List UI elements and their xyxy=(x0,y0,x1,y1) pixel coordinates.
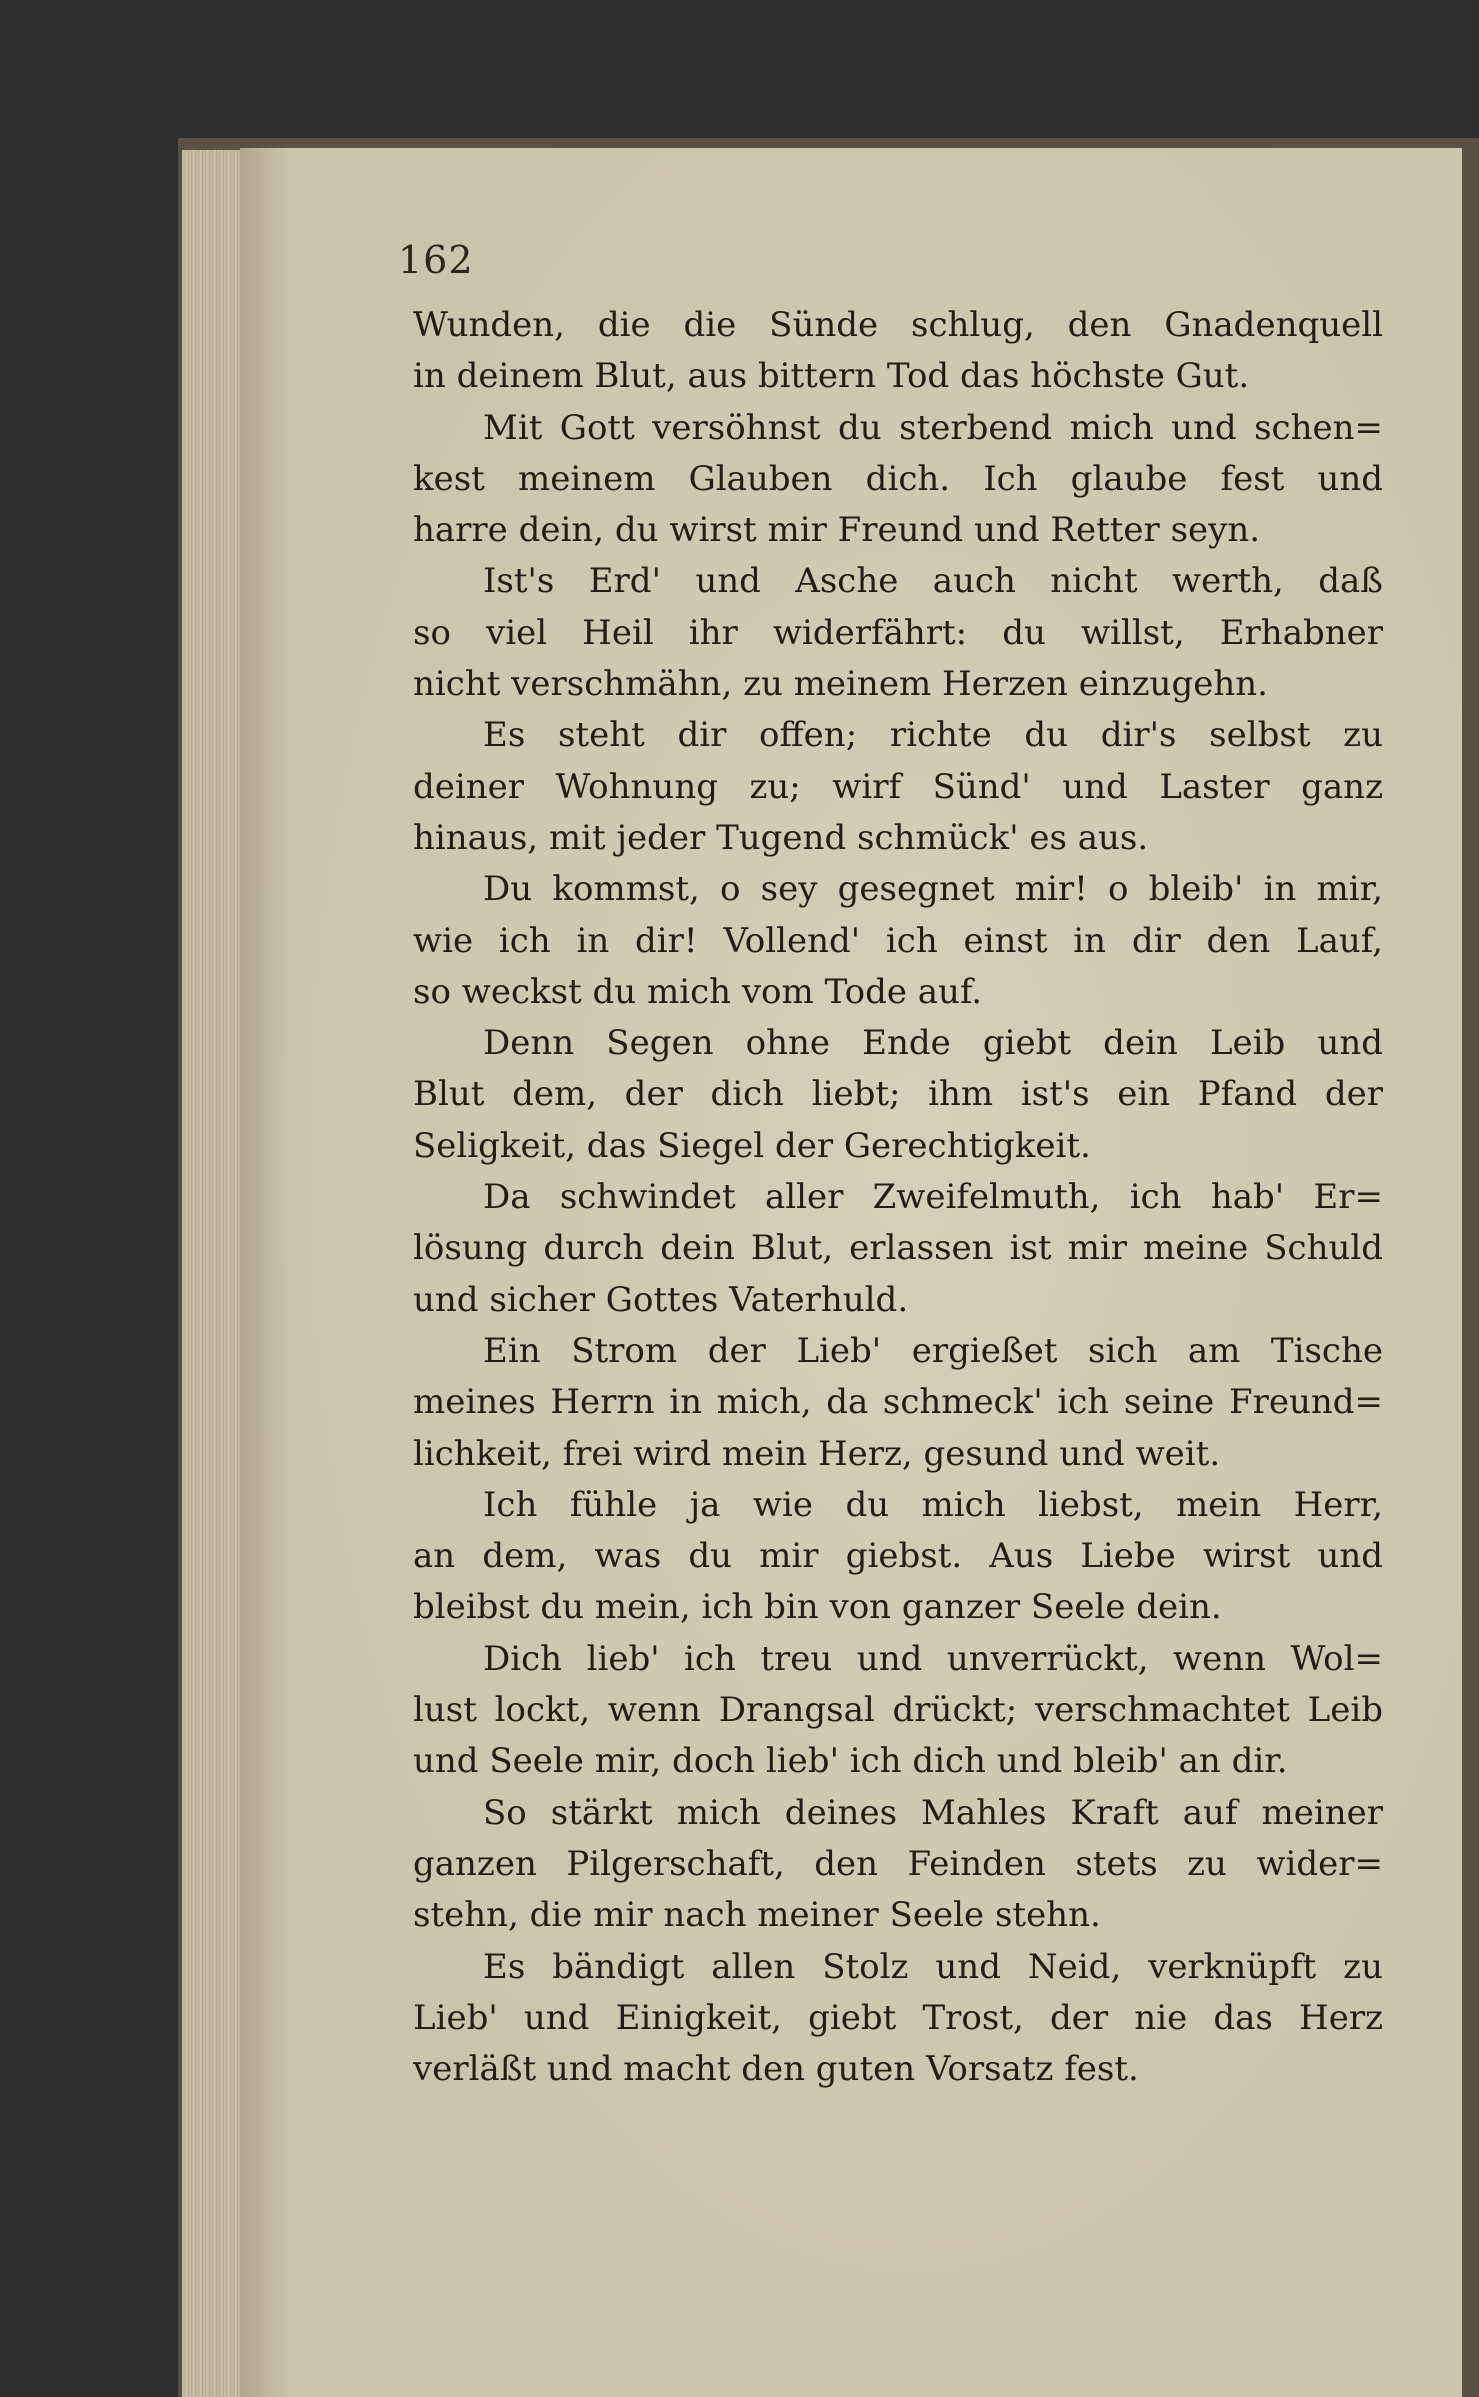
text-line: Es bändigt allen Stolz und Neid, verknüpft zu xyxy=(483,1946,1383,1987)
text-line: nicht verschmähn, zu meinem Herzen einzugehn. xyxy=(413,664,1268,705)
text-line: Ein Strom der Lieb' ergießet sich am Tische xyxy=(483,1330,1383,1371)
text-line: Mit Gott versöhnst du sterbend mich und schen= xyxy=(483,407,1383,448)
text-line: kest meinem Glauben dich. Ich glaube fest und xyxy=(413,458,1383,499)
text-line: Ich fühle ja wie du mich liebst, mein Herr, xyxy=(483,1484,1383,1525)
text-line: verläßt und macht den guten Vorsatz fest. xyxy=(413,2049,1139,2090)
text-line: lösung durch dein Blut, erlassen ist mir meine Schuld xyxy=(413,1228,1383,1269)
text-line: Seligkeit, das Siegel der Gerechtigkeit. xyxy=(413,1125,1091,1166)
text-line: Denn Segen ohne Ende giebt dein Leib und xyxy=(483,1023,1383,1064)
text-line: Wunden, die die Sünde schlug, den Gnadenquell xyxy=(413,305,1383,345)
text-line: so viel Heil ihr widerfährt: du willst, Erhabner xyxy=(413,612,1383,653)
text-line: an dem, was du mir giebst. Aus Liebe wirst und xyxy=(413,1536,1383,1577)
page-text xyxy=(413,300,1383,2095)
text-line: Da schwindet aller Zweifelmuth, ich hab' Er= xyxy=(483,1177,1383,1218)
text-line: in deinem Blut, aus bittern Tod das höchste Gut. xyxy=(413,356,1250,397)
text-line: so weckst du mich vom Tode auf. xyxy=(413,971,983,1012)
page-number: 162 xyxy=(398,238,474,282)
text-line: Ist's Erd' und Asche auch nicht werth, daß xyxy=(483,561,1383,602)
text-line: Lieb' und Einigkeit, giebt Trost, der nie das Herz xyxy=(413,1997,1383,2038)
text-line: und sicher Gottes Vaterhuld. xyxy=(413,1279,909,1320)
text-line: Dich lieb' ich treu und unverrückt, wenn Wol= xyxy=(483,1638,1383,1679)
text-line: und Seele mir, doch lieb' ich dich und bleib' an dir. xyxy=(413,1741,1288,1782)
text-line: wie ich in dir! Vollend' ich einst in dir den Lauf, xyxy=(413,920,1383,961)
text-line: deiner Wohnung zu; wirf Sünd' und Laster ganz xyxy=(413,766,1383,807)
text-line: hinaus, mit jeder Tugend schmück' es aus. xyxy=(413,817,1149,858)
text-line: So stärkt mich deines Mahles Kraft auf meiner xyxy=(483,1792,1383,1833)
text-line: bleibst du mein, ich bin von ganzer Seele dein. xyxy=(413,1587,1222,1628)
text-line: lichkeit, frei wird mein Herz, gesund und weit. xyxy=(413,1433,1221,1474)
text-line: Du kommst, o sey gesegnet mir! o bleib' in mir, xyxy=(483,869,1383,910)
text-line: Es steht dir offen; richte du dir's selbst zu xyxy=(483,715,1383,756)
text-line: Blut dem, der dich liebt; ihm ist's ein Pfand der xyxy=(413,1074,1383,1115)
text-line: stehn, die mir nach meiner Seele stehn. xyxy=(413,1895,1101,1936)
text-line: ganzen Pilgerschaft, den Feinden stets zu wider= xyxy=(413,1843,1383,1884)
text-line: meines Herrn in mich, da schmeck' ich seine Freund= xyxy=(413,1382,1383,1423)
text-line: lust lockt, wenn Drangsal drückt; verschmachtet Leib xyxy=(413,1690,1383,1731)
text-line: harre dein, du wirst mir Freund und Retter seyn. xyxy=(413,510,1261,551)
